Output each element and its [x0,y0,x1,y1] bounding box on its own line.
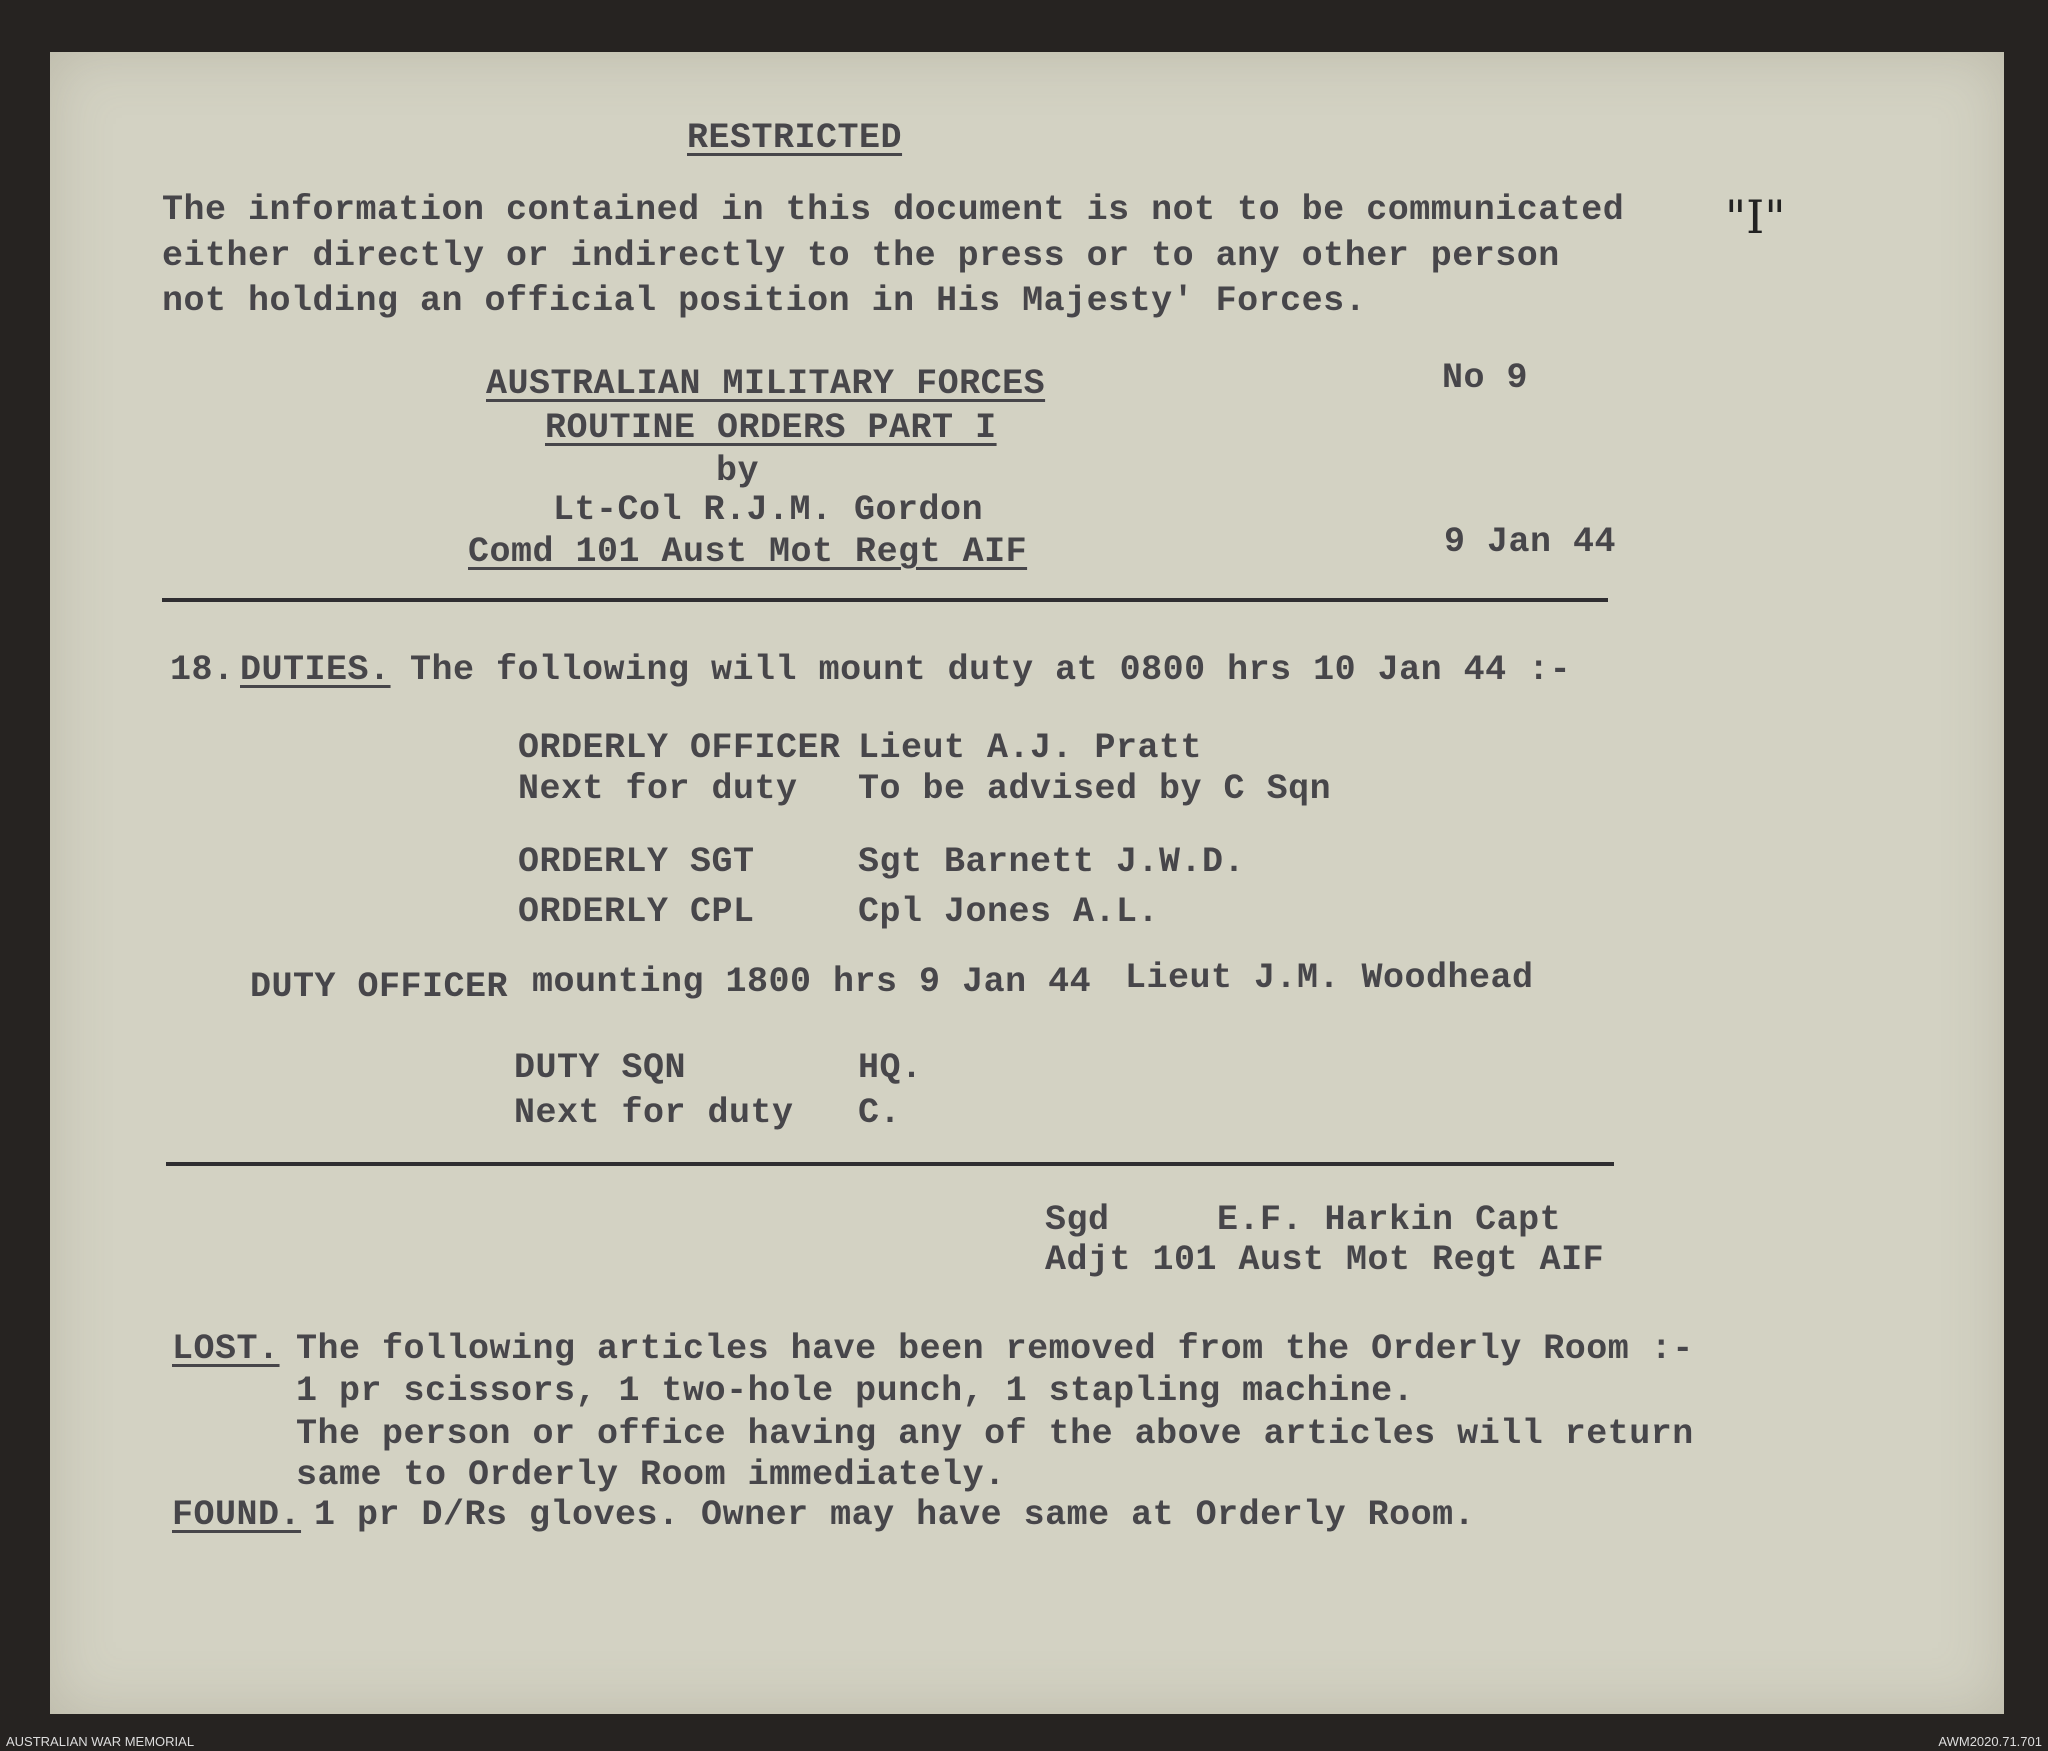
divider-top [162,598,1608,602]
notice-line-2: either directly or indirectly to the press or to any other person [162,236,1560,276]
title-routine-orders: ROUTINE ORDERS PART I [545,408,997,448]
order-date: 9 Jan 44 [1444,522,1617,562]
duty-name-orderly-cpl: Cpl Jones A.L. [858,892,1160,932]
footer-accession-number: AWM2020.71.701 [1938,1734,2042,1749]
next-sqn-value: C. [858,1093,902,1133]
duty-officer-name: Lieut J.M. Woodhead [1125,958,1534,998]
duty-sqn-role: DUTY SQN [514,1048,687,1088]
notice-line-1: The information contained in this document is not to be communicated [162,190,1625,230]
duties-heading: DUTIES. [240,650,391,690]
lost-line-2: 1 pr scissors, 1 two-hole punch, 1 stapling machine. [296,1371,1415,1411]
duty-role-orderly-sgt: ORDERLY SGT [518,842,755,882]
found-label: FOUND. [172,1495,302,1535]
title-by: by [716,451,760,491]
lost-line-4: same to Orderly Room immediately. [296,1455,1006,1495]
duty-role-next-for-duty: Next for duty [518,769,798,809]
title-forces: AUSTRALIAN MILITARY FORCES [486,364,1046,404]
duties-item-number: 18. [170,650,235,690]
title-command-unit: Comd 101 Aust Mot Regt AIF [468,532,1028,572]
duty-name-next-for-duty: To be advised by C Sqn [858,769,1332,809]
lost-line-1: The following articles have been removed from the Orderly Room :- [296,1329,1694,1369]
duty-sqn-value: HQ. [858,1048,923,1088]
classification-heading: RESTRICTED [687,118,903,158]
duty-role-orderly-cpl: ORDERLY CPL [518,892,755,932]
duty-name-orderly-officer: Lieut A.J. Pratt [858,728,1203,768]
duty-role-orderly-officer: ORDERLY OFFICER [518,728,841,768]
next-sqn-role: Next for duty [514,1093,794,1133]
duty-officer-mounting: mounting 1800 hrs 9 Jan 44 [532,962,1092,1002]
handwritten-mark: "I" [1725,190,1786,244]
signature-line-2: Adjt 101 Aust Mot Regt AIF [1045,1240,1605,1280]
lost-label: LOST. [172,1329,280,1369]
notice-line-3: not holding an official position in His Majesty' Forces. [162,281,1367,321]
signature-line-1: Sgd E.F. Harkin Capt [1045,1200,1562,1240]
duties-intro: The following will mount duty at 0800 hrs 10 Jan 44 :- [410,650,1572,690]
footer-institution: AUSTRALIAN WAR MEMORIAL [6,1734,195,1749]
lost-line-3: The person or office having any of the above articles will return [296,1414,1694,1454]
found-text: 1 pr D/Rs gloves. Owner may have same at Orderly Room. [314,1495,1476,1535]
duty-officer-label: DUTY OFFICER [250,967,509,1007]
title-commander: Lt-Col R.J.M. Gordon [553,490,984,530]
divider-bottom [166,1162,1614,1166]
duty-name-orderly-sgt: Sgt Barnett J.W.D. [858,842,1246,882]
order-number: No 9 [1442,358,1529,398]
